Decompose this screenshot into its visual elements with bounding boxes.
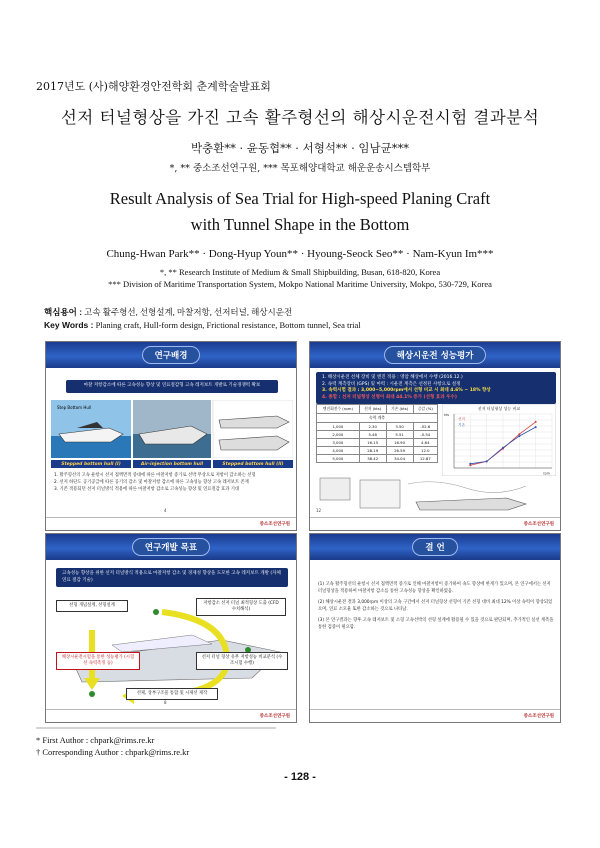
slide-number: 4 [164, 508, 167, 513]
trial-boat-image [416, 498, 526, 510]
table-header: 선저 (kts) [359, 405, 386, 414]
table-row [317, 431, 438, 439]
english-authors: Chung-Hwan Park** · Dong-Hyup Youn** · Hyoung-Seock Seo** · Nam-Kyun Im*** [106, 248, 494, 260]
table-cell: 5.51 [386, 431, 413, 439]
legend-entry: 기존 [458, 423, 465, 427]
conclusion-para-3: (3) 본 연구결과는 향후 고속 레저보트 및 소형 고속선박의 선형 설계에 활용될 수 있을 것으로 판단되며, 추가적인 실선 계측을 통한 검증이 필요함. [318, 618, 554, 630]
slide-number: 12 [316, 508, 322, 513]
trial-line-3: 3. 속력시험 결과 : 3,000~5,000rpm에서 선형 비교 시 최대 4.6% ~ 18% 향상 [322, 388, 491, 393]
conclusion-text [318, 582, 556, 632]
footnote-corresponding-author: † Corresponding Author : chpark@rims.re.kr [36, 747, 190, 757]
korean-authors: 박충환** · 윤동협** · 서형석** · 임남균*** [191, 141, 409, 155]
table-cell: 3,000 [317, 439, 360, 447]
speed-chart [442, 404, 556, 476]
y-axis-label: kts [444, 413, 450, 417]
table-header: 증감 (%) [413, 405, 437, 414]
slide-title: 결 언 [412, 538, 457, 556]
footnotes [36, 734, 189, 758]
data-point [469, 463, 471, 465]
korean-affiliation: *, ** 중소조선연구원, *** 목포해양대학교 해운운송시스템학부 [169, 163, 431, 174]
data-point [502, 447, 504, 449]
goal-step-1: 선형 개념설계, 선형설계 [56, 600, 128, 612]
goal-banner: 고속성능 향상을 위한 선저 터널방식 적용으로 마찰저항 감소 및 경제성 향상을 도모한 고속 레저보트 개발 (자체연료 절감 기술) [56, 568, 288, 587]
table-cell: 28.19 [359, 447, 386, 455]
footnote-first-author: * First Author : chpark@rims.re.kr [36, 735, 155, 745]
conference-header: 2017년도 (사)해양환경안전학회 춘계학술발표회 [36, 80, 271, 93]
chart-title: 선저 터널형상 성능 비교 [477, 406, 521, 411]
slide-research-goals [45, 533, 297, 723]
table-cell: 1,000 [317, 423, 360, 431]
step-dot [153, 609, 159, 615]
table-cell: 3.50 [386, 423, 413, 431]
conclusion-para-2: (2) 해상시운전 결과 3,000rpm 이상의 고속 구간에서 선저 터널형상 선형이 기존 선형 대비 최대 12% 이상 속력이 향상되었으며, 연료 소모율 또한 감소하는 것으로 나타남. [318, 600, 553, 612]
data-point [518, 433, 520, 435]
org-logo: 중소조선연구원 [259, 522, 290, 527]
table-cell: -52.6 [413, 423, 437, 431]
korean-keywords-value: 고속 활주형선, 선형설계, 마찰저항, 선저터널, 해상시운전 [84, 307, 293, 317]
step-dot [89, 691, 95, 697]
english-affiliation-2: *** Division of Maritime Transportation System, Mokpo National Maritime University, Mokpo, 530-729, Korea [108, 279, 492, 289]
org-logo: 중소조선연구원 [523, 714, 554, 719]
table-cell: 2,000 [317, 431, 360, 439]
photo-label: Step Bottom Hull [57, 405, 92, 410]
english-title-line1: Result Analysis of Sea Trial for High-speed Planing Craft [109, 189, 491, 208]
org-logo: 중소조선연구원 [259, 714, 290, 719]
caption-air-injection: Air-injection bottom hull [133, 460, 211, 468]
slide-conclusion [309, 533, 561, 723]
english-affiliation [0, 266, 600, 290]
slide-title: 해상시운전 성능평가 [384, 346, 487, 364]
slide-footer [310, 517, 560, 530]
table-cell: 4.64 [413, 439, 437, 447]
data-point [535, 421, 537, 423]
slide-header [310, 534, 560, 560]
goal-step-3: 해상시운전시험을 통한 성능평가 (시험선 속력측정 등) [56, 652, 140, 670]
trial-summary-box [316, 372, 556, 404]
bullet-2: 2. 선저 하단도 공기공급에 따른 공기의 감소 및 마찰저항 감소에 따른 고속성능 향상 고속 레저보트 존재 [54, 480, 249, 485]
research-goal-banner: 마찰 저항감소에 따른 고속성능 향상 및 연료절감형 고속 레저보트 개발로 기술경쟁력 확보 [66, 380, 278, 393]
org-logo: 중소조선연구원 [523, 522, 554, 527]
table-row [317, 447, 438, 455]
table-cell: 5,000 [317, 455, 360, 463]
table-cell: 16.15 [359, 439, 386, 447]
english-keywords [44, 320, 361, 330]
slide-research-background [45, 341, 297, 531]
table-header: 기존 (kts) [386, 405, 413, 414]
trial-line-1: 1. 해상시운전 선체 장비 및 엔진 적용 : 영암 해상에서 수행 (2016.12.) [322, 375, 463, 380]
slide-title: 연구배경 [142, 346, 201, 364]
slide-header [46, 534, 296, 560]
goal-step-5: 선체, 상부구조물 통합 및 시제선 제작 [126, 688, 218, 700]
table-header: 엔진회전수 (rpm) [317, 405, 360, 414]
slide-header [310, 342, 560, 368]
slide-number: 8 [164, 700, 167, 705]
korean-title: 선저 터널형상을 가진 고속 활주형선의 해상시운전시험 결과분석 [60, 108, 540, 127]
measurement-box [360, 480, 400, 508]
caption-stepped-1: Stepped bottom hull (I) [51, 460, 131, 468]
korean-keywords [44, 306, 292, 318]
table-row [317, 439, 438, 447]
slide-footer [46, 709, 296, 722]
background-bullets [54, 472, 292, 493]
table-cell: 12.87 [413, 455, 437, 463]
english-title [0, 186, 600, 238]
table-cell: 5.48 [359, 431, 386, 439]
slide-header [46, 342, 296, 368]
table-subheader: 속력 계측 [317, 414, 438, 423]
trial-line-2: 2. 속력 계측장비 (GPS) 및 마력 : 시운전 계측은 선정된 사항으로 설정 [322, 381, 461, 387]
table-row [317, 455, 438, 463]
boat-photos [51, 400, 293, 458]
footnote-divider [36, 727, 276, 729]
gps-device [320, 478, 350, 500]
table-row [317, 423, 438, 431]
table-cell: 38.42 [359, 455, 386, 463]
english-title-line2: with Tunnel Shape in the Bottom [190, 215, 410, 234]
table-subheader-row [317, 414, 438, 423]
table-cell: 4,000 [317, 447, 360, 455]
english-keywords-value: Planing craft, Hull-form design, Frictional resistance, Bottom tunnel, Sea trial [95, 320, 361, 330]
bullet-1: 1. 활주형선의 고속 운항시 선저 접액면적 증대에 따른 마찰저항 증가로 선박 무상으로 저항이 감소하는 선형 [54, 473, 256, 478]
slide-sea-trial-evaluation [309, 341, 561, 531]
english-affiliation-1: *, ** Research Institute of Medium & Small Shipbuilding, Busan, 618-820, Korea [159, 267, 441, 277]
chart-background [442, 404, 556, 476]
slide-footer [46, 517, 296, 530]
table-header-row [317, 405, 438, 414]
goal-step-2: 저항감소 선저 터널 최적형상 도출 (CFD 수치해석) [196, 598, 286, 616]
bullet-3: 3. 기존 적용되던 선저 터널방식 적용에 따른 마찰저항 감소로 고속성능 향상 및 연료절감 효과 기대 [54, 487, 240, 492]
table-cell: 16.90 [386, 439, 413, 447]
data-point [535, 426, 537, 428]
slide-footer [310, 709, 560, 722]
slide-title: 연구개발 목표 [132, 538, 210, 556]
table-cell: -0.54 [413, 431, 437, 439]
page-number: - 128 - [284, 771, 316, 783]
data-point [486, 460, 488, 462]
table-cell: 2.30 [359, 423, 386, 431]
table-cell: 12.0 [413, 447, 437, 455]
table-cell: 26.59 [386, 447, 413, 455]
table-cell: 34.04 [386, 455, 413, 463]
conclusion-para-1: (1) 고속 활주형선의 운항시 선저 접액면적 증가로 인해 마찰저항이 증가하여 속도 향상에 한계가 있으며, 본 연구에서는 선저 터널형상을 적용하여 마찰저항 감소를 통한 고속성능 향상을 확인하였음. [318, 582, 551, 594]
legend-entry: 선저 [458, 417, 465, 421]
trial-line-4: 4. 종합 : 선저 터널형상 선형이 최대 44.1% 증가 (선형 효과 우수) [322, 394, 457, 400]
goal-step-4: 선저 터널 형상 유무 저항성능 비교분석 (수조시험 수행) [196, 652, 288, 670]
x-axis-label: rpm [543, 471, 550, 476]
english-keywords-label: Key Words : [44, 320, 94, 330]
speed-table [316, 404, 438, 463]
data-point [518, 435, 520, 437]
korean-keywords-label: 핵심용어 : [44, 307, 83, 317]
caption-stepped-2: Stepped bottom hull (II) [213, 460, 293, 468]
